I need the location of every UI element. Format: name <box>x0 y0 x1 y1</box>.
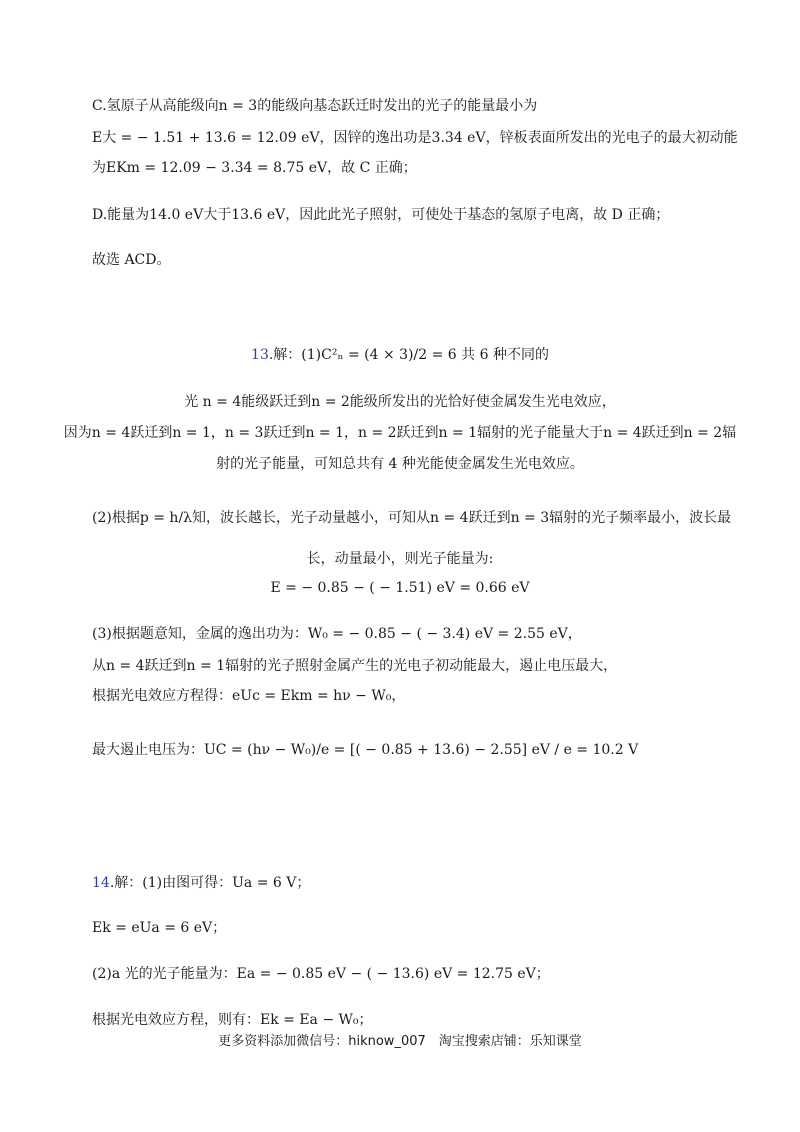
text-line-d: D.能量为14.0 eV大于13.6 eV，因此此光子照射，可使处于基态的氢原子电离，故 D 正确； <box>92 207 670 223</box>
q13-line-1: 13.解：(1)C²ₙ = (4 × 3)/2 = 6 共 6 种不同的 <box>251 347 549 363</box>
text-line-c: C.氢原子从高能级向n = 3的能级向基态跃迁时发出的光子的能量最小为 <box>92 98 538 114</box>
text-line-ekm: 为EKm = 12.09 − 3.34 = 8.75 eV，故 C 正确； <box>92 160 417 176</box>
q13-formula-uc: 最大遏止电压为：UC = (hν − W₀)/e = [( − 0.85 + 13.6) − 2.55] eV / e = 10.2 V <box>92 742 639 758</box>
question-number-14: 14 <box>92 875 110 891</box>
q13-line-5: (2)根据p = h/λ知，波长越长，光子动量越小，可知从n = 4跃迁到n = 3辐射的光子频率最小，波长最 <box>92 510 732 526</box>
q13-line-2: 光 n = 4能级跃迁到n = 2能级所发出的光恰好使金属发生光电效应， <box>184 394 616 410</box>
text-line-answer: 故选 ACD。 <box>92 252 171 268</box>
q13-line-4: 射的光子能量，可知总共有 4 种光能使金属发生光电效应。 <box>216 456 584 472</box>
q13-line-8: 从n = 4跃迁到n = 1辐射的光子照射金属产生的光电子初动能最大，遏止电压最大， <box>92 658 618 674</box>
text-line-energy: E大 = − 1.51 + 13.6 = 12.09 eV，因锌的逸出功是3.34 eV，锌板表面所发出的光电子的最大初动能 <box>92 130 738 146</box>
q13-line-9: 根据光电效应方程得：eUc = Ekm = hν − W₀， <box>92 688 406 704</box>
question-number-13: 13 <box>251 347 269 363</box>
q13-line-6: 长，动量最小，则光子能量为: <box>306 551 494 567</box>
q14-line-3: (2)a 光的光子能量为：Ea = − 0.85 eV − ( − 13.6) eV = 12.75 eV； <box>92 966 550 982</box>
q14-line-1: 14.解：(1)由图可得：Ua = 6 V； <box>92 875 311 891</box>
q13-line-3: 因为n = 4跃迁到n = 1，n = 3跃迁到n = 1，n = 2跃迁到n = 1辐射的光子能量大于n = 4跃迁到n = 2辐 <box>63 425 737 441</box>
q14-line-4: 根据光电效应方程，则有：Ek = Ea − W₀； <box>92 1012 373 1028</box>
q14-line-2: Ek = eUa = 6 eV； <box>92 920 227 936</box>
q13-line-7: (3)根据题意知，金属的逸出功为：W₀ = − 0.85 − ( − 3.4) eV = 2.55 eV， <box>92 626 582 642</box>
page-footer: 更多资料添加微信号：hiknow_007 淘宝搜索店铺：乐知课堂 <box>218 1034 582 1049</box>
q13-formula-e: E = − 0.85 − ( − 1.51) eV = 0.66 eV <box>270 580 530 596</box>
